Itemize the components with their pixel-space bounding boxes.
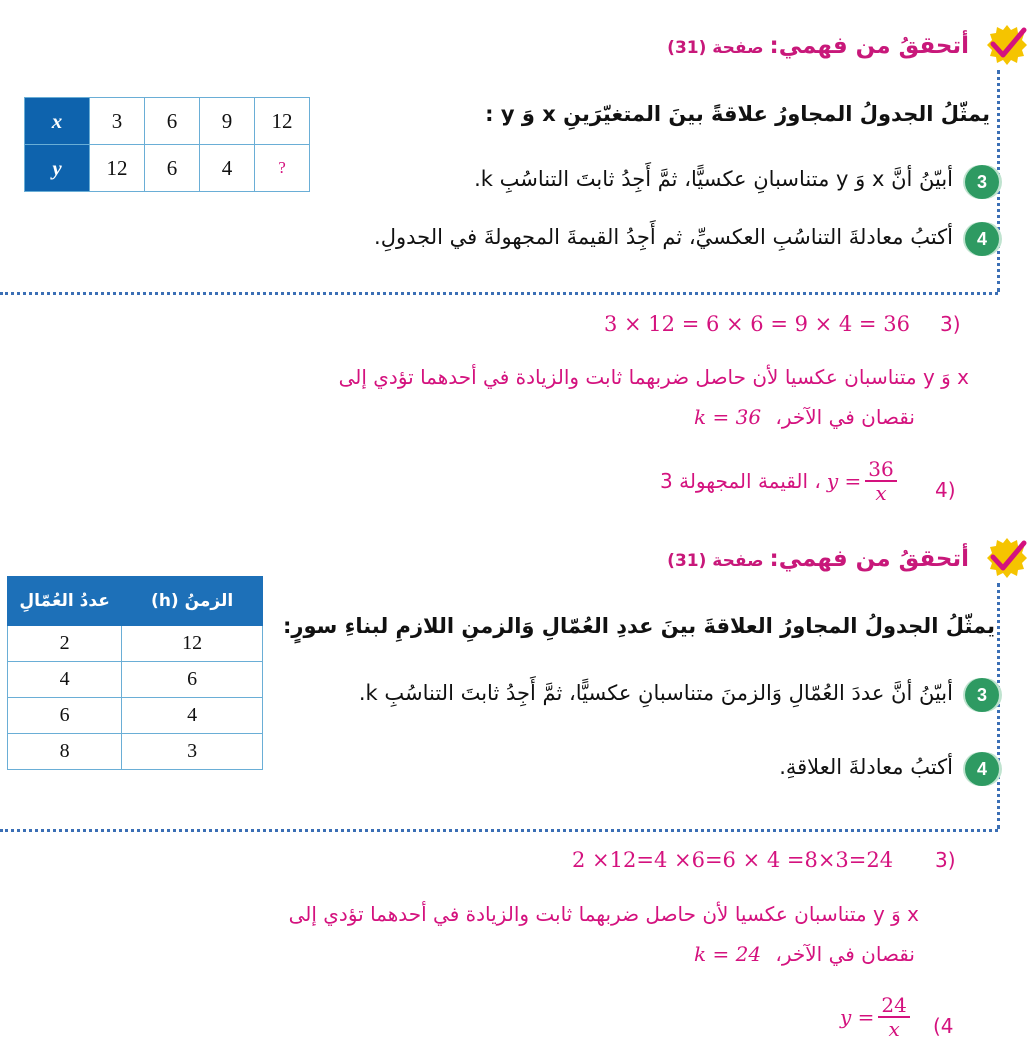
question-number-3: 3 (965, 165, 999, 199)
table-cell: 3 (90, 98, 145, 145)
unknown-cell: ? (255, 145, 310, 192)
answer3-k-value: k = 24 (694, 942, 762, 966)
table-row (8, 698, 263, 734)
table-row (8, 734, 263, 770)
answer4-y: y = (840, 1005, 875, 1029)
denominator: x (875, 481, 887, 505)
answer3-equation: 3 × 12 = 6 × 6 = 9 × 4 = 36 (604, 312, 910, 336)
answer3-text: نقصان في الآخر، (775, 942, 915, 966)
denominator: x (888, 1017, 900, 1041)
numerator: 24 (878, 994, 909, 1018)
table-cell: 12 (122, 626, 263, 662)
answer3-explanation-2 (694, 942, 915, 966)
table-cell: 2 (8, 626, 122, 662)
question-number-4: 4 (965, 752, 999, 786)
x-header: x (25, 98, 90, 145)
answer3-explanation: x وَ y متناسبان عكسيا لأن حاصل ضربهما ثابت والزيادة في أحدهما تؤدي إلى (288, 902, 919, 926)
check-badge-icon (986, 24, 1028, 66)
table-cell: 6 (145, 145, 200, 192)
table-cell: 4 (200, 145, 255, 192)
heading-text: أتحققُ من فهمي: (769, 546, 969, 572)
y-header: y (25, 145, 90, 192)
table-row (25, 145, 310, 192)
table-cell: 6 (145, 98, 200, 145)
answer3-explanation: x وَ y متناسبان عكسيا لأن حاصل ضربهما ثابت والزيادة في أحدهما تؤدي إلى (338, 365, 969, 389)
time-header: الزمنُ (h) (122, 577, 263, 626)
answer3-label: 3) (940, 312, 961, 336)
section1-question-3: أبيّنُ أنَّ x وَ y متناسبانِ عكسيًّا، ثمَّ أَجِدُ ثابتَ التناسُبِ k. (474, 167, 953, 191)
table-cell: 6 (8, 698, 122, 734)
table-header-row (8, 577, 263, 626)
numerator: 36 (865, 458, 896, 482)
table-row (8, 662, 263, 698)
heading-text: أتحققُ من فهمي: (769, 33, 969, 59)
section2-statement: يمثّلُ الجدولُ المجاورُ العلاقةَ بينَ عددِ العُمّالِ وَالزمنِ اللازمِ لبناءِ سورٍ: (282, 614, 995, 638)
section2-heading (667, 546, 969, 572)
question-number-4: 4 (965, 222, 999, 256)
page-ref: صفحة (31) (667, 551, 764, 571)
answer3-equation: 2 ×12=4 ×6=6 × 4 =8×3=24 (572, 848, 894, 872)
section1-heading (667, 33, 969, 59)
section2-question-3: أبيّنُ أنَّ عددَ العُمّالِ وَالزمنَ متناسبانِ عكسيًّا، ثمَّ أَجِدُ ثابتَ التناسُبِ k. (358, 681, 953, 705)
xy-table (24, 97, 310, 192)
workers-time-table (7, 576, 263, 770)
page-ref: صفحة (31) (667, 38, 764, 58)
workers-header: عددُ العُمّالِ (8, 577, 122, 626)
table-cell: 4 (122, 698, 263, 734)
table-cell: 3 (122, 734, 263, 770)
table-row (25, 98, 310, 145)
table-cell: 8 (8, 734, 122, 770)
table-cell: 12 (255, 98, 310, 145)
question-number-3: 3 (965, 678, 999, 712)
section1-statement: يمثّلُ الجدولُ المجاورُ علاقةً بينَ المتغيّرَينِ x وَ y : (485, 102, 990, 126)
answer4-equation (840, 994, 914, 1040)
answer4-text: ، القيمة المجهولة 3 (660, 469, 821, 493)
section1-question-4: أكتبُ معادلةَ التناسُبِ العكسيِّ، ثم أَجِدُ القيمةَ المجهولةَ في الجدولِ. (374, 225, 953, 249)
answer3-k-value: k = 36 (694, 405, 762, 429)
section2-dotted-divider (0, 829, 998, 832)
answer3-label: 3) (935, 848, 956, 872)
answer4-y: y = (826, 469, 862, 493)
answer3-explanation-2 (694, 405, 915, 429)
section2-question-4: أكتبُ معادلةَ العلاقةِ. (779, 755, 953, 779)
fraction (865, 458, 896, 504)
answer4-equation (660, 458, 901, 504)
section2-dotted-divider-vertical (997, 583, 1000, 829)
table-cell: 12 (90, 145, 145, 192)
section1-dotted-divider (0, 292, 998, 295)
table-cell: 4 (8, 662, 122, 698)
table-row (8, 626, 263, 662)
answer3-text: نقصان في الآخر، (775, 405, 915, 429)
fraction (878, 994, 909, 1040)
table-cell: 6 (122, 662, 263, 698)
check-badge-icon (986, 537, 1028, 579)
table-cell: 9 (200, 98, 255, 145)
answer4-label: (4 (933, 1014, 954, 1038)
answer4-label: 4) (935, 478, 956, 502)
